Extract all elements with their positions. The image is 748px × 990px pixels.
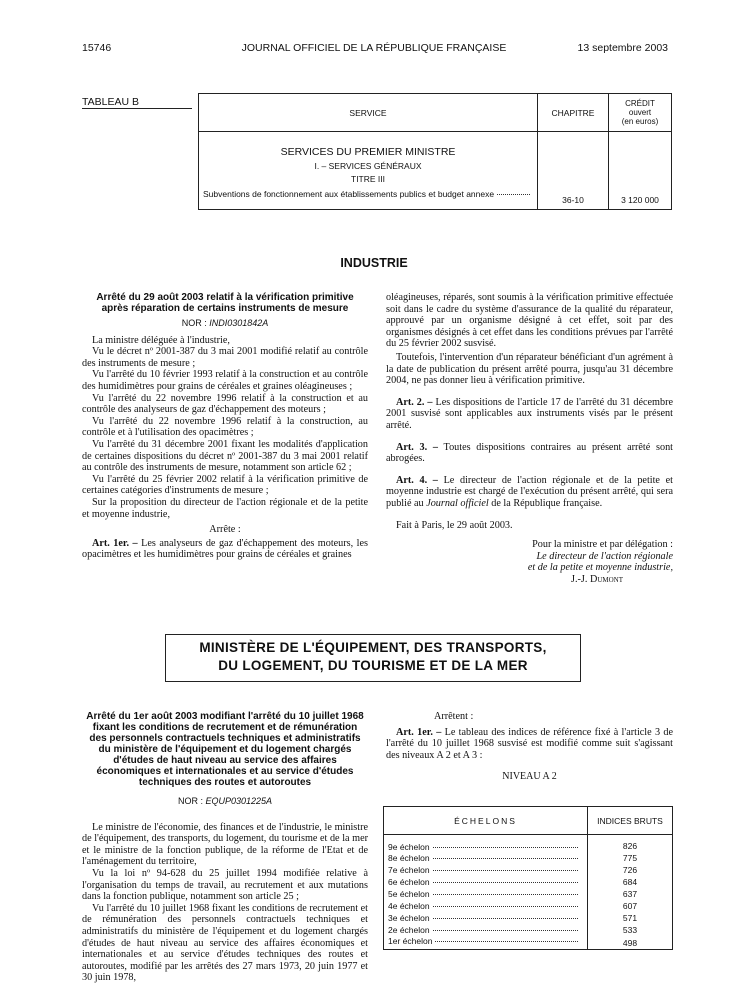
paragraph: Vu l'arrêté du 10 juillet 1968 fixant les conditions de recrutement et de rémunération des personnels contractuels techniques et administratifs du ministère de l'équipement et du logement chargés d'études de haut niveau au service des affaires économiques et internationales et au service d'études techniques des routes et autoroutes, modifié par les arrêtés des 27 mars 1973, 20 juin 1977 et 30 juin 1978, bbox=[82, 902, 368, 984]
table-row bbox=[384, 912, 673, 924]
paragraph: Vu l'arrêté du 22 novembre 1996 relatif à la construction et au contrôle des analyseurs de gaz d'échappement des moteurs ; bbox=[82, 392, 368, 416]
niveau-title: NIVEAU A 2 bbox=[502, 771, 557, 783]
arretent-word: Arrêtent : bbox=[434, 711, 474, 722]
paragraph: Vu l'arrêté du 22 novembre 1996 relatif à la construction, au contrôle et à l'utilisation des opacimètres ; bbox=[82, 415, 368, 439]
equipement-left-column bbox=[82, 711, 368, 984]
row-credit: 3 120 000 bbox=[609, 132, 672, 210]
paragraph: Le ministre de l'économie, des finances et de l'industrie, le ministre de l'équipement, des transports, du logement, du tourisme et de la mer et le ministre de la fonction publique, de la réforme de l'Etat et de l'aménagement du territoire, bbox=[82, 821, 368, 868]
col-indices: INDICES BRUTS bbox=[588, 807, 673, 835]
indice-cell: 571 bbox=[622, 913, 638, 923]
article-3: Art. 3. – Toutes dispositions contraires au présent arrêté sont abrogées. bbox=[386, 441, 673, 465]
table-row bbox=[384, 835, 673, 853]
echelon-cell: 5e échelon bbox=[384, 888, 588, 900]
signatory: J.-J. Dumont bbox=[571, 573, 623, 585]
nor-reference: NOR : EQUP0301225A bbox=[177, 796, 273, 806]
echelon-cell: 8e échelon bbox=[384, 852, 588, 864]
niveau-a2-table bbox=[383, 806, 673, 950]
equipement-right-column bbox=[386, 711, 673, 783]
indice-cell: 533 bbox=[622, 925, 638, 935]
table-row bbox=[384, 936, 673, 950]
paragraph: Vu l'arrêté du 10 février 1993 relatif à la construction et au contrôle des humidimètres pour grains de céréales et graines oléagineuses ; bbox=[82, 369, 368, 392]
table-row bbox=[384, 852, 673, 864]
nor-reference: NOR : INDI0301842A bbox=[181, 318, 269, 328]
table-row bbox=[384, 900, 673, 912]
ministry-heading-box: MINISTÈRE DE L'ÉQUIPEMENT, DES TRANSPORTS, DU LOGEMENT, DU TOURISME ET DE LA MER bbox=[165, 634, 581, 682]
col-service: SERVICE bbox=[199, 94, 538, 132]
section-heading-industrie: INDUSTRIE bbox=[340, 256, 408, 270]
paragraph: Sur la proposition du directeur de l'action régionale et de la petite et moyenne industrie, bbox=[82, 496, 368, 520]
done-at: Fait à Paris, le 29 août 2003. bbox=[396, 519, 513, 531]
paragraph: oléagineuses, réparés, sont soumis à la vérification primitive effectuée soit dans le cadre du système d'assurance de la qualité du réparateur, approuvé par un organisme désigné à cet effet, soit par des organismes désignés à cet effet dans les conditions prévues par l'arrêté du 25 février 2002 susvisé. bbox=[386, 292, 673, 350]
paragraph: Vu l'arrêté du 31 décembre 2001 fixant les modalités d'application de certaines dispositions du décret nº 2001-387 du 3 mai 2001 relatif au contrôle des instruments de mesure, notamment son article 62 ; bbox=[82, 438, 368, 474]
echelon-cell: 7e échelon bbox=[384, 864, 588, 876]
journal-title: JOURNAL OFFICIEL DE LA RÉPUBLIQUE FRANÇAISE bbox=[241, 42, 507, 54]
indice-cell: 637 bbox=[622, 889, 638, 899]
paragraph: Vu l'arrêté du 25 février 2002 relatif à la vérification primitive de certaines catégories d'instruments de mesure ; bbox=[82, 473, 368, 497]
article-2: Art. 2. – Les dispositions de l'article 17 de l'arrêté du 31 décembre 2001 susvisé sont applicables aux instruments visés par le présent arrêté. bbox=[386, 396, 673, 431]
article-1: Art. 1er. – Les analyseurs de gaz d'échappement des moteurs, les opacimètres et les humidimètres pour grains de céréales et graines bbox=[82, 537, 368, 561]
echelon-cell: 9e échelon bbox=[384, 835, 588, 853]
service-cell bbox=[199, 132, 538, 210]
arrete-title: Arrêté du 1er août 2003 modifiant l'arrêté du 10 juillet 1968 fixant les conditions de recrutement et de rémunération des personnels contractuels techniques et administratifs du ministère de l'équipement et du logement chargés d'études de haut niveau au service des affaires économiques et internationales et au service d'études techniques des routes et autoroutes bbox=[86, 711, 364, 788]
article-1: Art. 1er. – Le tableau des indices de référence fixé à l'article 3 de l'arrêté du 10 juillet 1968 susvisé est modifié comme suit s'agissant des niveaux A 2 et A 3 : bbox=[386, 726, 673, 761]
echelon-cell: 4e échelon bbox=[384, 900, 588, 912]
indice-cell: 498 bbox=[622, 937, 638, 948]
industrie-left-column bbox=[82, 292, 368, 561]
signature-block: Pour la ministre et par délégation : Le directeur de l'action régionale et de la petite et moyenne industrie, J.-J. Dumont bbox=[386, 539, 673, 585]
arrete-word: Arrête : bbox=[209, 524, 241, 536]
indice-cell: 775 bbox=[622, 853, 638, 863]
ministry-name: SERVICES DU PREMIER MINISTRE bbox=[280, 146, 456, 158]
paragraph: Vu la loi nº 94-628 du 25 juillet 1994 modifiée relative à l'organisation du temps de travail, au recrutement et aux mutations dans la fonction publique, notamment son article 25 ; bbox=[82, 867, 368, 903]
table-row bbox=[384, 864, 673, 876]
col-echelons: ÉCHELONS bbox=[384, 807, 588, 835]
page-number: 15746 bbox=[82, 42, 112, 54]
tableau-b bbox=[198, 93, 672, 210]
row-chapitre: 36-10 bbox=[538, 132, 609, 210]
col-credit: CRÉDIT ouvert (en euros) bbox=[609, 94, 672, 132]
echelon-cell: 1er échelon bbox=[384, 936, 588, 950]
page-date: 13 septembre 2003 bbox=[577, 42, 668, 54]
tableau-b-label: TABLEAU B bbox=[82, 96, 192, 109]
article-4: Art. 4. – Le directeur de l'action régionale et de la petite et moyenne industrie est chargé de l'exécution du présent arrêté, qui sera publié au Journal officiel de la République française. bbox=[386, 474, 673, 509]
echelon-cell: 3e échelon bbox=[384, 912, 588, 924]
echelon-cell: 6e échelon bbox=[384, 876, 588, 888]
industrie-right-column bbox=[386, 292, 673, 585]
table-row bbox=[384, 888, 673, 900]
col-chapitre: CHAPITRE bbox=[538, 94, 609, 132]
table-row bbox=[384, 876, 673, 888]
indice-cell: 726 bbox=[622, 865, 638, 875]
indice-cell: 826 bbox=[622, 841, 638, 851]
table-row bbox=[384, 924, 673, 936]
indice-cell: 607 bbox=[622, 901, 638, 911]
budget-row-label: Subventions de fonctionnement aux établissements publics et budget annexe bbox=[203, 189, 533, 199]
arrete-title: Arrêté du 29 août 2003 relatif à la vérification primitive après réparation de certains instruments de mesure bbox=[96, 292, 354, 314]
paragraph: La ministre déléguée à l'industrie, bbox=[92, 334, 230, 346]
paragraph: Vu le décret nº 2001-387 du 3 mai 2001 modifié relatif au contrôle des instruments de mesure ; bbox=[82, 346, 368, 369]
echelon-cell: 2e échelon bbox=[384, 924, 588, 936]
paragraph: Toutefois, l'intervention d'un réparateur bénéficiant d'un agrément à la date de publication du présent arrêté pourra, jusqu'au 31 décembre 2004, ne pas donner lieu à vérification primitive. bbox=[386, 351, 673, 387]
indice-cell: 684 bbox=[622, 877, 638, 887]
sub-service: I. – SERVICES GÉNÉRAUX bbox=[314, 161, 422, 171]
titre: TITRE III bbox=[351, 174, 385, 184]
